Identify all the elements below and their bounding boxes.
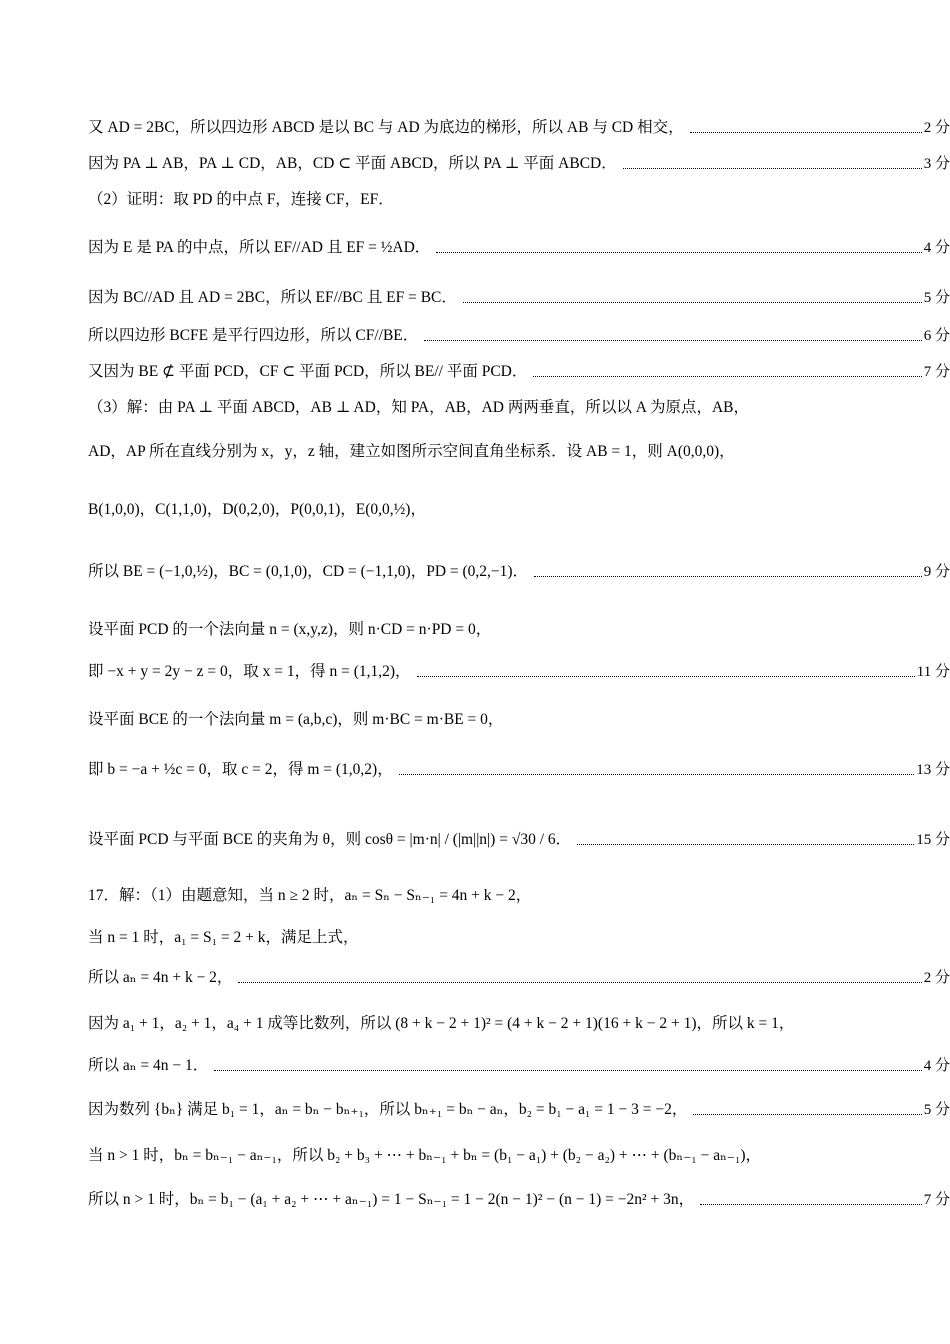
score-mark: 7 分 xyxy=(923,364,950,380)
dot-leader xyxy=(693,1114,921,1115)
dot-leader xyxy=(463,302,922,303)
dot-leader xyxy=(214,1070,922,1071)
solution-line-16 xyxy=(88,830,950,850)
line-text: 即 b = −a + ½c = 0，取 c = 2，得 m = (1,0,2)， xyxy=(88,761,393,778)
solution-line-15 xyxy=(88,760,950,780)
score-mark: 5 分 xyxy=(923,1102,950,1118)
solution-line-3 xyxy=(88,190,950,210)
solution-line-13 xyxy=(88,662,950,682)
solution-line-1 xyxy=(88,118,950,138)
line-text: 所以 BE = (−1,0,½)，BC = (0,1,0)，CD = (−1,1,0)，PD = (0,2,−1)． xyxy=(88,563,529,580)
solution-line-17 xyxy=(88,886,950,906)
solution-line-2 xyxy=(88,154,950,174)
solution-line-9 xyxy=(88,442,950,462)
dot-leader xyxy=(417,676,915,677)
line-text: 因为 E 是 PA 的中点，所以 EF//AD 且 EF = ½AD． xyxy=(88,239,431,256)
score-mark: 15 分 xyxy=(916,832,950,848)
dot-leader xyxy=(533,376,921,377)
line-text: （2）证明：取 PD 的中点 F，连接 CF，EF． xyxy=(88,191,394,208)
line-text: B(1,0,0)，C(1,1,0)，D(0,2,0)，P(0,0,1)，E(0,0,½)， xyxy=(88,501,426,518)
line-text: 即 −x + y = 2y − z = 0，取 x = 1，得 n = (1,1,2)， xyxy=(88,663,411,680)
line-text: 因为 PA ⊥ AB，PA ⊥ CD，AB，CD ⊂ 平面 ABCD，所以 PA ⊥ 平面 ABCD． xyxy=(88,155,617,172)
solution-line-19 xyxy=(88,968,950,988)
solution-line-11 xyxy=(88,562,950,582)
dot-leader xyxy=(700,1204,922,1205)
score-mark: 11 分 xyxy=(916,664,950,680)
line-text: 因为数列 {bₙ} 满足 b₁ = 1，aₙ = bₙ − bₙ₊₁，所以 bₙ₊₁ = bₙ − aₙ，b₂ = b₁ − a₁ = 1 − 3 = −2， xyxy=(88,1101,688,1118)
line-text: 又因为 BE ⊄ 平面 PCD，CF ⊂ 平面 PCD，所以 BE// 平面 PCD． xyxy=(88,363,528,380)
score-mark: 2 分 xyxy=(923,970,950,986)
line-text: 因为 BC//AD 且 AD = 2BC，所以 EF//BC 且 EF = BC． xyxy=(88,289,457,306)
line-text: 所以 n > 1 时，bₙ = b₁ − (a₁ + a₂ + ⋯ + aₙ₋₁) = 1 − Sₙ₋₁ = 1 − 2(n − 1)² − (n − 1) = −2n² + 3n， xyxy=(88,1191,695,1208)
score-mark: 2 分 xyxy=(923,120,950,136)
solution-line-21 xyxy=(88,1056,950,1076)
score-mark: 5 分 xyxy=(923,290,950,306)
score-mark: 7 分 xyxy=(923,1192,950,1208)
score-mark: 13 分 xyxy=(916,762,950,778)
score-mark: 9 分 xyxy=(923,564,950,580)
line-text: 设平面 PCD 与平面 BCE 的夹角为 θ，则 cosθ = |m·n| / (|m||n|) = √30 / 6． xyxy=(88,831,572,848)
line-text: 当 n > 1 时，bₙ = bₙ₋₁ − aₙ₋₁，所以 b₂ + b₃ + ⋯ + bₙ₋₁ + bₙ = (b₁ − a₁) + (b₂ − a₂) + ⋯ + (bₙ₋₁ − aₙ₋₁)， xyxy=(88,1147,762,1164)
dot-leader xyxy=(238,982,921,983)
dot-leader xyxy=(623,168,922,169)
line-text: 17．解：（1）由题意知，当 n ≥ 2 时，aₙ = Sₙ − Sₙ₋₁ = 4n + k − 2， xyxy=(88,887,532,904)
solution-line-18 xyxy=(88,928,950,948)
solution-line-24 xyxy=(88,1190,950,1210)
score-mark: 3 分 xyxy=(923,156,950,172)
solution-line-8 xyxy=(88,398,950,418)
line-text: 当 n = 1 时，a₁ = S₁ = 2 + k，满足上式， xyxy=(88,929,359,946)
line-text: 所以 aₙ = 4n + k − 2， xyxy=(88,969,233,986)
solution-line-10 xyxy=(88,500,950,520)
solution-line-12 xyxy=(88,620,950,640)
solution-line-5 xyxy=(88,288,950,308)
line-text: 又 AD = 2BC，所以四边形 ABCD 是以 BC 与 AD 为底边的梯形，所以 AB 与 CD 相交， xyxy=(88,119,684,136)
dot-leader xyxy=(577,844,914,845)
solution-line-20 xyxy=(88,1014,950,1034)
solution-line-14 xyxy=(88,710,950,730)
dot-leader xyxy=(399,774,915,775)
dot-leader xyxy=(424,340,921,341)
line-text: 所以四边形 BCFE 是平行四边形，所以 CF//BE． xyxy=(88,327,419,344)
score-mark: 4 分 xyxy=(923,1058,950,1074)
solution-line-22 xyxy=(88,1100,950,1120)
line-text: 所以 aₙ = 4n − 1． xyxy=(88,1057,209,1074)
score-mark: 6 分 xyxy=(923,328,950,344)
dot-leader xyxy=(690,132,922,133)
dot-leader xyxy=(534,576,922,577)
line-text: 因为 a₁ + 1，a₂ + 1，a₄ + 1 成等比数列，所以 (8 + k − 2 + 1)² = (4 + k − 2 + 1)(16 + k − 2 + 1)，所以 k = 1， xyxy=(88,1015,795,1032)
line-text: AD，AP 所在直线分别为 x，y，z 轴，建立如图所示空间直角坐标系．设 AB = 1，则 A(0,0,0)， xyxy=(88,443,735,460)
line-text: 设平面 PCD 的一个法向量 n = (x,y,z)，则 n·CD = n·PD = 0， xyxy=(88,621,492,638)
dot-leader xyxy=(436,252,921,253)
score-mark: 4 分 xyxy=(923,240,950,256)
solution-line-7 xyxy=(88,362,950,382)
solution-line-4 xyxy=(88,238,950,258)
solution-line-23 xyxy=(88,1146,950,1166)
line-text: 设平面 BCE 的一个法向量 m = (a,b,c)，则 m·BC = m·BE = 0， xyxy=(88,711,504,728)
line-text: （3）解：由 PA ⊥ 平面 ABCD，AB ⊥ AD，知 PA，AB，AD 两两垂直，所以以 A 为原点，AB， xyxy=(88,399,749,416)
solution-line-6 xyxy=(88,326,950,346)
